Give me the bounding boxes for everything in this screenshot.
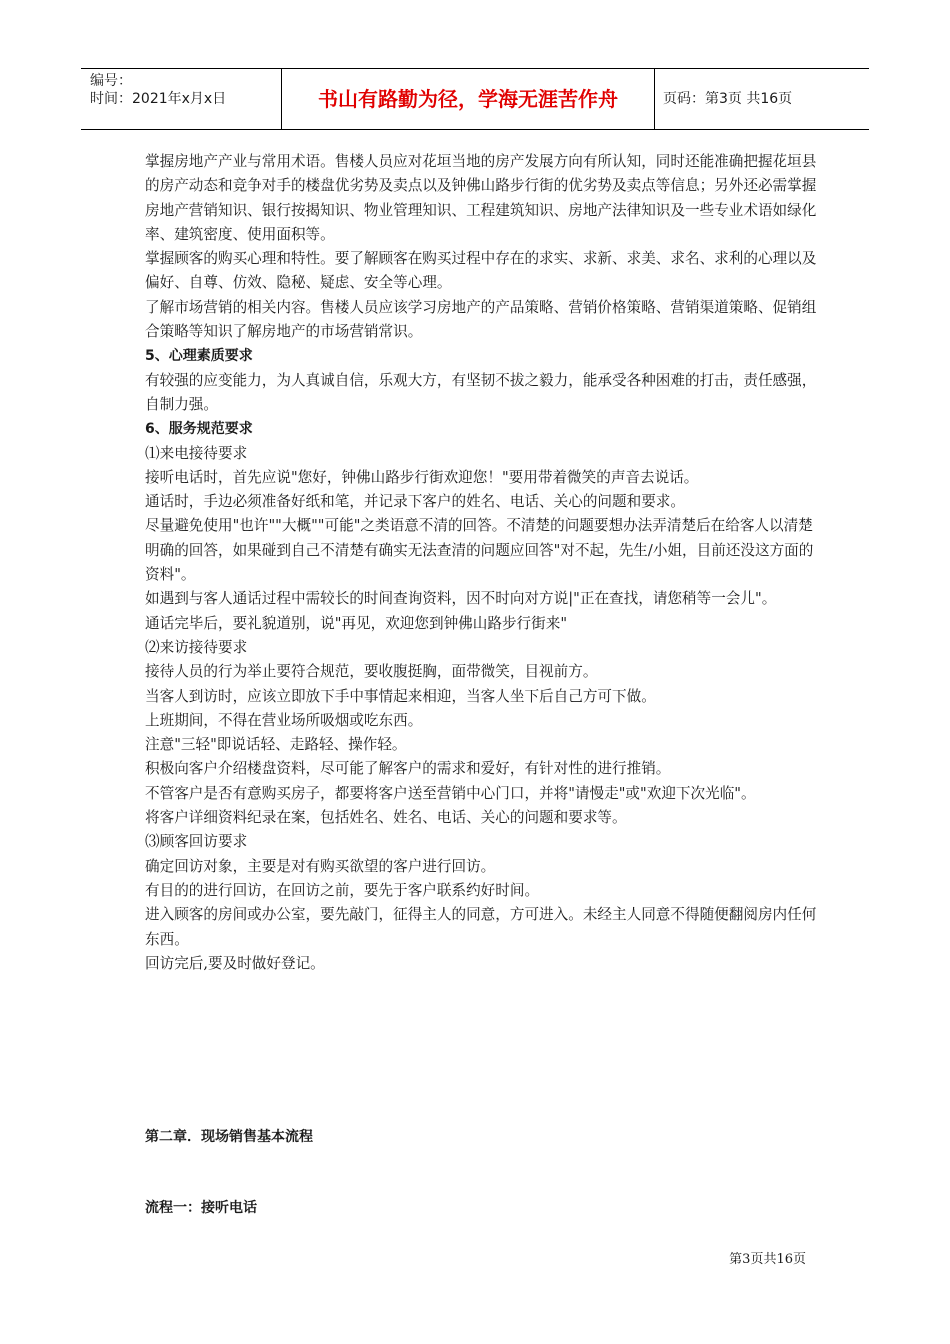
paragraph: 注意"三轻"即说话轻、走路轻、操作轻。 [145, 736, 407, 754]
paragraph: 不管客户是否有意购买房子，都要将客户送至营销中心门口，并将"请慢走"或"欢迎下次光临"。 [145, 784, 756, 802]
paragraph: 确定回访对象，主要是对有购买欲望的客户进行回访。 [145, 857, 496, 875]
paragraph: ⑶顾客回访要求 [145, 833, 248, 851]
section-heading: 6、服务规范要求 [145, 421, 253, 438]
paragraph: 掌握顾客的购买心理和特性。要了解顾客在购买过程中存在的求实、求新、求美、求名、求利的心理以及偏好、自尊、仿效、隐秘、疑虑、安全等心理。 [145, 250, 817, 292]
chapter-title: 第二章．现场销售基本流程 [145, 1129, 313, 1145]
section-title: 流程一：接听电话 [145, 1200, 257, 1216]
paragraph: 将客户详细资料纪录在案，包括姓名、姓名、电话、关心的问题和要求等。 [145, 809, 627, 827]
serial-label: 编号： [90, 73, 132, 89]
paragraph: 掌握房地产产业与常用术语。售楼人员应对花垣当地的房产发展方向有所认知，同时还能准确把握花垣县的房产动态和竞争对手的楼盘优劣势及卖点以及钟佛山路步行街的优劣势及卖点等信息；另外还必需掌握房地产营销知识、银行按揭知识、物业管理知识、工程建筑知识、房地产法律知识及一些专业术语如绿化率、建筑密度、使用面积等。 [145, 153, 817, 243]
paragraph: 接待人员的行为举止要符合规范，要收腹挺胸，面带微笑，目视前方。 [145, 663, 598, 681]
paragraph: 尽量避免使用"也许""大概""可能"之类语意不清的回答。不清楚的问题要想办法弄清楚后在给客人以清楚明确的回答，如果碰到自己不清楚有确实无法查清的问题应回答"对不起，先生/小姐，目前还没这方面的资料"。 [145, 517, 814, 584]
paragraph: 通话完毕后，要礼貌道别，说"再见，欢迎您到钟佛山路步行街来" [145, 614, 568, 632]
header-motto: 书山有路勤为径，学海无涯苦作舟 [318, 87, 618, 111]
paragraph: 了解市场营销的相关内容。售楼人员应该学习房地产的产品策略、营销价格策略、营销渠道策略、促销组合策略等知识了解房地产的市场营销常识。 [145, 298, 817, 341]
date-line: 时间：2021年x月x日 [90, 91, 227, 107]
paragraph: 有较强的应变能力，为人真诚自信，乐观大方，有坚韧不拔之毅力，能承受各种困难的打击，责任感强，自制力强。 [145, 371, 817, 413]
paragraph: 进入顾客的房间或办公室，要先敲门，征得主人的同意，方可进入。未经主人同意不得随便翻阅房内任何东西。 [145, 906, 817, 948]
paragraph: ⑵来访接待要求 [145, 638, 248, 656]
page-header [81, 68, 869, 130]
paragraph: 当客人到访时，应该立即放下手中事情起来相迎，当客人坐下后自己方可下做。 [145, 687, 656, 705]
page-footer: 第3页共16页 [729, 1252, 806, 1267]
paragraph: 有目的的进行回访，在回访之前，要先于客户联系约好时间。 [145, 881, 540, 899]
header-page-info: 页码：第3页 共16页 [663, 91, 793, 107]
paragraph: 回访完后,要及时做好登记。 [145, 954, 325, 972]
paragraph: 积极向客户介绍楼盘资料，尽可能了解客户的需求和爱好，有针对性的进行推销。 [145, 760, 671, 778]
paragraph: 接听电话时，首先应说"您好，钟佛山路步行街欢迎您！"要用带着微笑的声音去说话。 [145, 468, 699, 486]
document-body [145, 150, 825, 976]
section-heading: 5、心理素质要求 [145, 348, 253, 365]
header-divider [654, 69, 655, 129]
paragraph: 通话时，手边必须准备好纸和笔，并记录下客户的姓名、电话、关心的问题和要求。 [145, 493, 685, 511]
paragraph: ⑴来电接待要求 [145, 444, 248, 462]
paragraph: 上班期间，不得在营业场所吸烟或吃东西。 [145, 711, 423, 729]
header-meta [90, 72, 280, 108]
paragraph: 如遇到与客人通话过程中需较长的时间查询资料，因不时向对方说|"正在查找，请您稍等一会儿"。 [145, 590, 777, 608]
